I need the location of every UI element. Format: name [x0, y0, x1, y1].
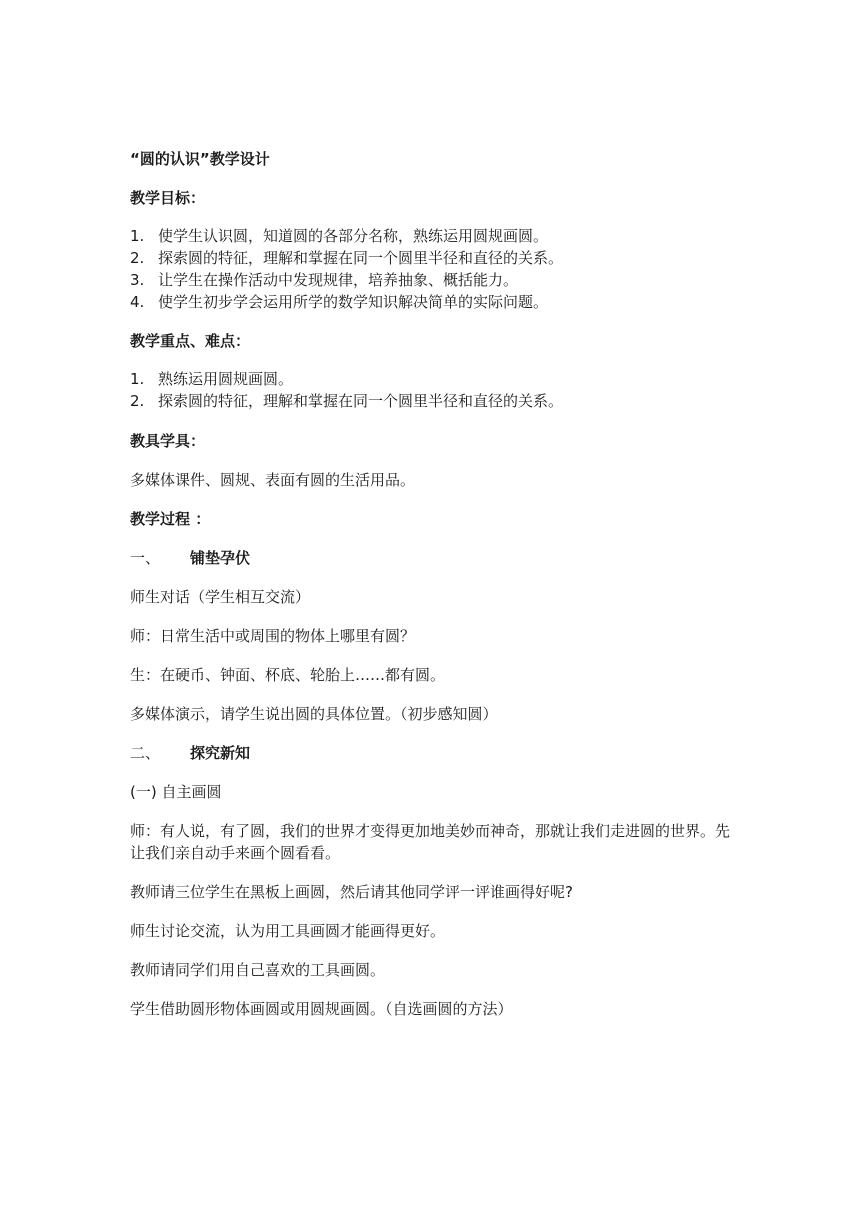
document-page	[130, 148, 740, 1020]
tools-heading: 教具学具：	[130, 432, 206, 450]
section-title: 铺垫孕伏	[190, 549, 251, 567]
list-text: 使学生初步学会运用所学的数学知识解决简单的实际问题。	[158, 293, 549, 311]
process-heading: 教学过程 ：	[130, 510, 211, 528]
objectives-heading: 教学目标：	[130, 189, 206, 207]
paragraph: 学生借助圆形物体画圆或用圆规画圆。（自选画圆的方法）	[130, 1000, 513, 1018]
list-item	[130, 390, 740, 412]
paragraph: 师生对话（学生相互交流）	[130, 588, 311, 606]
list-item	[130, 368, 740, 390]
list-item	[130, 291, 740, 313]
paragraph: 教师请同学们用自己喜欢的工具画圆。	[130, 961, 386, 979]
list-number: 2.	[130, 392, 145, 410]
tools-text: 多媒体课件、圆规、表面有圆的生活用品。	[130, 471, 416, 489]
key-points-list	[130, 368, 740, 412]
paragraph: 师：有人说，有了圆，我们的世界才变得更加地美妙而神奇，那就让我们走进圆的世界。先让我们亲自动手来画个圆看看。	[130, 822, 731, 862]
list-text: 探索圆的特征，理解和掌握在同一个圆里半径和直径的关系。	[158, 249, 564, 267]
list-number: 3.	[130, 271, 145, 289]
list-text: 熟练运用圆规画圆。	[158, 370, 294, 388]
key-points-heading: 教学重点、难点：	[130, 332, 251, 350]
section-title: 探究新知	[190, 744, 251, 762]
section-number: 一、	[130, 549, 161, 567]
paragraph: 师：日常生活中或周围的物体上哪里有圆？	[130, 627, 416, 645]
paragraph: 师生讨论交流，认为用工具画圆才能画得更好。	[130, 922, 446, 940]
list-number: 1.	[130, 227, 145, 245]
list-text: 探索圆的特征，理解和掌握在同一个圆里半径和直径的关系。	[158, 392, 564, 410]
list-number: 4.	[130, 293, 145, 311]
list-number: 1.	[130, 370, 145, 388]
section-heading-1	[130, 547, 740, 569]
paragraph: 生：在硬币、钟面、杯底、轮胎上……都有圆。	[130, 666, 446, 684]
list-text: 让学生在操作活动中发现规律，培养抽象、概括能力。	[158, 271, 519, 289]
list-item	[130, 247, 740, 269]
objectives-list	[130, 225, 740, 313]
list-text: 使学生认识圆，知道圆的各部分名称，熟练运用圆规画圆。	[158, 227, 549, 245]
list-item	[130, 225, 740, 247]
section-heading-2	[130, 742, 740, 764]
paragraph: 教师请三位学生在黑板上画圆，然后请其他同学评一评谁画得好呢?	[130, 883, 573, 901]
list-item	[130, 269, 740, 291]
subsection-heading: (一) 自主画圆	[130, 783, 222, 801]
list-number: 2.	[130, 249, 145, 267]
paragraph: 多媒体演示，请学生说出圆的具体位置。（初步感知圆）	[130, 705, 498, 723]
document-title: “圆的认识”教学设计	[130, 150, 270, 168]
section-number: 二、	[130, 744, 161, 762]
